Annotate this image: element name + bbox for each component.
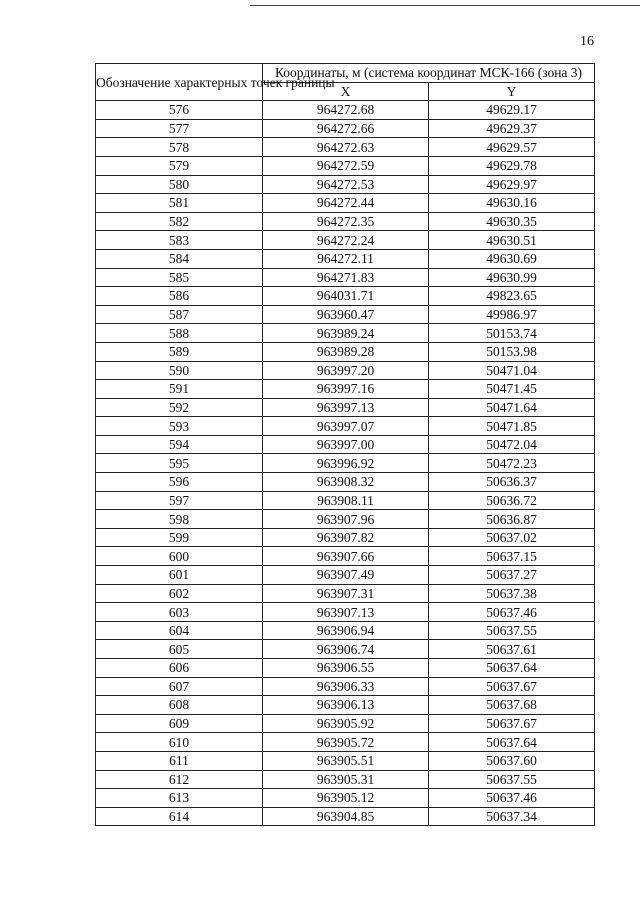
table-row xyxy=(96,733,595,752)
point-number-cell: 614 xyxy=(96,807,263,826)
table-row xyxy=(96,156,595,175)
x-coordinate-cell: 963997.13 xyxy=(263,398,429,417)
y-coordinate-cell: 49629.57 xyxy=(429,138,595,157)
point-number-cell: 610 xyxy=(96,733,263,752)
y-coordinate-cell: 50637.34 xyxy=(429,807,595,826)
table-row xyxy=(96,640,595,659)
y-coordinate-cell: 50153.98 xyxy=(429,342,595,361)
point-number-cell: 597 xyxy=(96,491,263,510)
point-number-cell: 607 xyxy=(96,677,263,696)
x-coordinate-cell: 964272.63 xyxy=(263,138,429,157)
table-row xyxy=(96,138,595,157)
y-coordinate-cell: 50471.64 xyxy=(429,398,595,417)
x-coordinate-cell: 963908.32 xyxy=(263,473,429,492)
page-number: 16 xyxy=(580,34,594,49)
y-coordinate-cell: 50637.68 xyxy=(429,696,595,715)
x-coordinate-cell: 963907.66 xyxy=(263,547,429,566)
point-number-cell: 592 xyxy=(96,398,263,417)
table-row xyxy=(96,119,595,138)
table-row xyxy=(96,342,595,361)
table-row xyxy=(96,361,595,380)
table-row xyxy=(96,324,595,343)
x-coordinate-cell: 963997.20 xyxy=(263,361,429,380)
x-coordinate-cell: 963989.28 xyxy=(263,342,429,361)
x-coordinate-cell: 963997.16 xyxy=(263,380,429,399)
table-row xyxy=(96,398,595,417)
table-row xyxy=(96,231,595,250)
x-coordinate-cell: 963996.92 xyxy=(263,454,429,473)
x-coordinate-cell: 964272.35 xyxy=(263,212,429,231)
x-coordinate-cell: 964272.59 xyxy=(263,156,429,175)
y-coordinate-cell: 49986.97 xyxy=(429,305,595,324)
table-row xyxy=(96,770,595,789)
point-number-cell: 603 xyxy=(96,603,263,622)
y-coordinate-cell: 50637.64 xyxy=(429,733,595,752)
y-coordinate-cell: 49629.37 xyxy=(429,119,595,138)
table-row xyxy=(96,696,595,715)
x-coordinate-cell: 963907.49 xyxy=(263,566,429,585)
table-row xyxy=(96,175,595,194)
y-coordinate-cell: 50637.55 xyxy=(429,621,595,640)
point-number-cell: 584 xyxy=(96,249,263,268)
point-number-cell: 609 xyxy=(96,714,263,733)
point-number-cell: 583 xyxy=(96,231,263,250)
x-coordinate-cell: 964031.71 xyxy=(263,287,429,306)
y-coordinate-cell: 49629.78 xyxy=(429,156,595,175)
y-coordinate-cell: 49630.69 xyxy=(429,249,595,268)
point-number-cell: 608 xyxy=(96,696,263,715)
point-number-cell: 580 xyxy=(96,175,263,194)
x-coordinate-cell: 963907.13 xyxy=(263,603,429,622)
x-coordinate-cell: 963906.94 xyxy=(263,621,429,640)
y-coordinate-cell: 50637.46 xyxy=(429,603,595,622)
table-row xyxy=(96,305,595,324)
x-coordinate-cell: 963906.55 xyxy=(263,659,429,678)
y-coordinate-cell: 50637.60 xyxy=(429,751,595,770)
x-coordinate-cell: 963904.85 xyxy=(263,807,429,826)
point-number-cell: 593 xyxy=(96,417,263,436)
header-y: Y xyxy=(429,82,595,101)
x-coordinate-cell: 964272.68 xyxy=(263,101,429,120)
point-number-cell: 594 xyxy=(96,435,263,454)
x-coordinate-cell: 963905.31 xyxy=(263,770,429,789)
point-number-cell: 578 xyxy=(96,138,263,157)
point-number-cell: 577 xyxy=(96,119,263,138)
x-coordinate-cell: 964272.53 xyxy=(263,175,429,194)
y-coordinate-cell: 50471.45 xyxy=(429,380,595,399)
y-coordinate-cell: 50637.38 xyxy=(429,584,595,603)
x-coordinate-cell: 963907.96 xyxy=(263,510,429,529)
x-coordinate-cell: 963907.31 xyxy=(263,584,429,603)
x-coordinate-cell: 964271.83 xyxy=(263,268,429,287)
y-coordinate-cell: 50636.87 xyxy=(429,510,595,529)
table-row xyxy=(96,510,595,529)
y-coordinate-cell: 50637.64 xyxy=(429,659,595,678)
point-number-cell: 600 xyxy=(96,547,263,566)
point-number-cell: 587 xyxy=(96,305,263,324)
header-coordinates: Координаты, м (система координат МСК-166 (зона 3) xyxy=(263,64,595,83)
y-coordinate-cell: 50636.37 xyxy=(429,473,595,492)
header-x: X xyxy=(263,82,429,101)
x-coordinate-cell: 963997.07 xyxy=(263,417,429,436)
point-number-cell: 588 xyxy=(96,324,263,343)
point-number-cell: 589 xyxy=(96,342,263,361)
table-row xyxy=(96,751,595,770)
table-row xyxy=(96,807,595,826)
table-row xyxy=(96,435,595,454)
point-number-cell: 585 xyxy=(96,268,263,287)
table-row xyxy=(96,268,595,287)
point-number-cell: 599 xyxy=(96,528,263,547)
point-number-cell: 579 xyxy=(96,156,263,175)
table-row xyxy=(96,380,595,399)
table-row xyxy=(96,212,595,231)
x-coordinate-cell: 963905.12 xyxy=(263,789,429,808)
table-row xyxy=(96,566,595,585)
y-coordinate-cell: 50472.23 xyxy=(429,454,595,473)
y-coordinate-cell: 49630.35 xyxy=(429,212,595,231)
x-coordinate-cell: 963960.47 xyxy=(263,305,429,324)
point-number-cell: 602 xyxy=(96,584,263,603)
table-row xyxy=(96,677,595,696)
y-coordinate-cell: 50637.55 xyxy=(429,770,595,789)
table-row xyxy=(96,101,595,120)
table-row xyxy=(96,659,595,678)
point-number-cell: 581 xyxy=(96,194,263,213)
x-coordinate-cell: 964272.11 xyxy=(263,249,429,268)
point-number-cell: 601 xyxy=(96,566,263,585)
point-number-cell: 598 xyxy=(96,510,263,529)
y-coordinate-cell: 49629.97 xyxy=(429,175,595,194)
table-row xyxy=(96,194,595,213)
point-number-cell: 611 xyxy=(96,751,263,770)
point-number-cell: 595 xyxy=(96,454,263,473)
y-coordinate-cell: 50472.04 xyxy=(429,435,595,454)
top-rule xyxy=(250,5,640,6)
table-body xyxy=(96,101,595,826)
x-coordinate-cell: 964272.24 xyxy=(263,231,429,250)
x-coordinate-cell: 963905.92 xyxy=(263,714,429,733)
table-row xyxy=(96,528,595,547)
x-coordinate-cell: 963905.72 xyxy=(263,733,429,752)
table-row xyxy=(96,584,595,603)
point-number-cell: 613 xyxy=(96,789,263,808)
y-coordinate-cell: 50471.85 xyxy=(429,417,595,436)
point-number-cell: 604 xyxy=(96,621,263,640)
point-number-cell: 605 xyxy=(96,640,263,659)
x-coordinate-cell: 963907.82 xyxy=(263,528,429,547)
x-coordinate-cell: 964272.66 xyxy=(263,119,429,138)
table-row xyxy=(96,417,595,436)
y-coordinate-cell: 49823.65 xyxy=(429,287,595,306)
x-coordinate-cell: 963906.74 xyxy=(263,640,429,659)
table-row xyxy=(96,714,595,733)
y-coordinate-cell: 50471.04 xyxy=(429,361,595,380)
table-row xyxy=(96,621,595,640)
y-coordinate-cell: 49630.16 xyxy=(429,194,595,213)
table-row xyxy=(96,789,595,808)
y-coordinate-cell: 50637.27 xyxy=(429,566,595,585)
header-point-designation: Обозначение характерных точек границы xyxy=(96,64,263,101)
x-coordinate-cell: 963906.33 xyxy=(263,677,429,696)
y-coordinate-cell: 50637.46 xyxy=(429,789,595,808)
point-number-cell: 590 xyxy=(96,361,263,380)
table-row xyxy=(96,249,595,268)
y-coordinate-cell: 49629.17 xyxy=(429,101,595,120)
table-row xyxy=(96,473,595,492)
table-row xyxy=(96,603,595,622)
point-number-cell: 606 xyxy=(96,659,263,678)
table-row xyxy=(96,547,595,566)
point-number-cell: 586 xyxy=(96,287,263,306)
y-coordinate-cell: 49630.51 xyxy=(429,231,595,250)
y-coordinate-cell: 50637.67 xyxy=(429,714,595,733)
x-coordinate-cell: 963989.24 xyxy=(263,324,429,343)
point-number-cell: 576 xyxy=(96,101,263,120)
point-number-cell: 582 xyxy=(96,212,263,231)
point-number-cell: 591 xyxy=(96,380,263,399)
y-coordinate-cell: 50153.74 xyxy=(429,324,595,343)
x-coordinate-cell: 964272.44 xyxy=(263,194,429,213)
table-row xyxy=(96,454,595,473)
coordinates-table xyxy=(95,63,595,826)
y-coordinate-cell: 50637.67 xyxy=(429,677,595,696)
y-coordinate-cell: 50636.72 xyxy=(429,491,595,510)
x-coordinate-cell: 963906.13 xyxy=(263,696,429,715)
x-coordinate-cell: 963905.51 xyxy=(263,751,429,770)
y-coordinate-cell: 50637.61 xyxy=(429,640,595,659)
table-row xyxy=(96,491,595,510)
y-coordinate-cell: 50637.02 xyxy=(429,528,595,547)
y-coordinate-cell: 49630.99 xyxy=(429,268,595,287)
point-number-cell: 612 xyxy=(96,770,263,789)
x-coordinate-cell: 963908.11 xyxy=(263,491,429,510)
table-row xyxy=(96,287,595,306)
x-coordinate-cell: 963997.00 xyxy=(263,435,429,454)
point-number-cell: 596 xyxy=(96,473,263,492)
y-coordinate-cell: 50637.15 xyxy=(429,547,595,566)
